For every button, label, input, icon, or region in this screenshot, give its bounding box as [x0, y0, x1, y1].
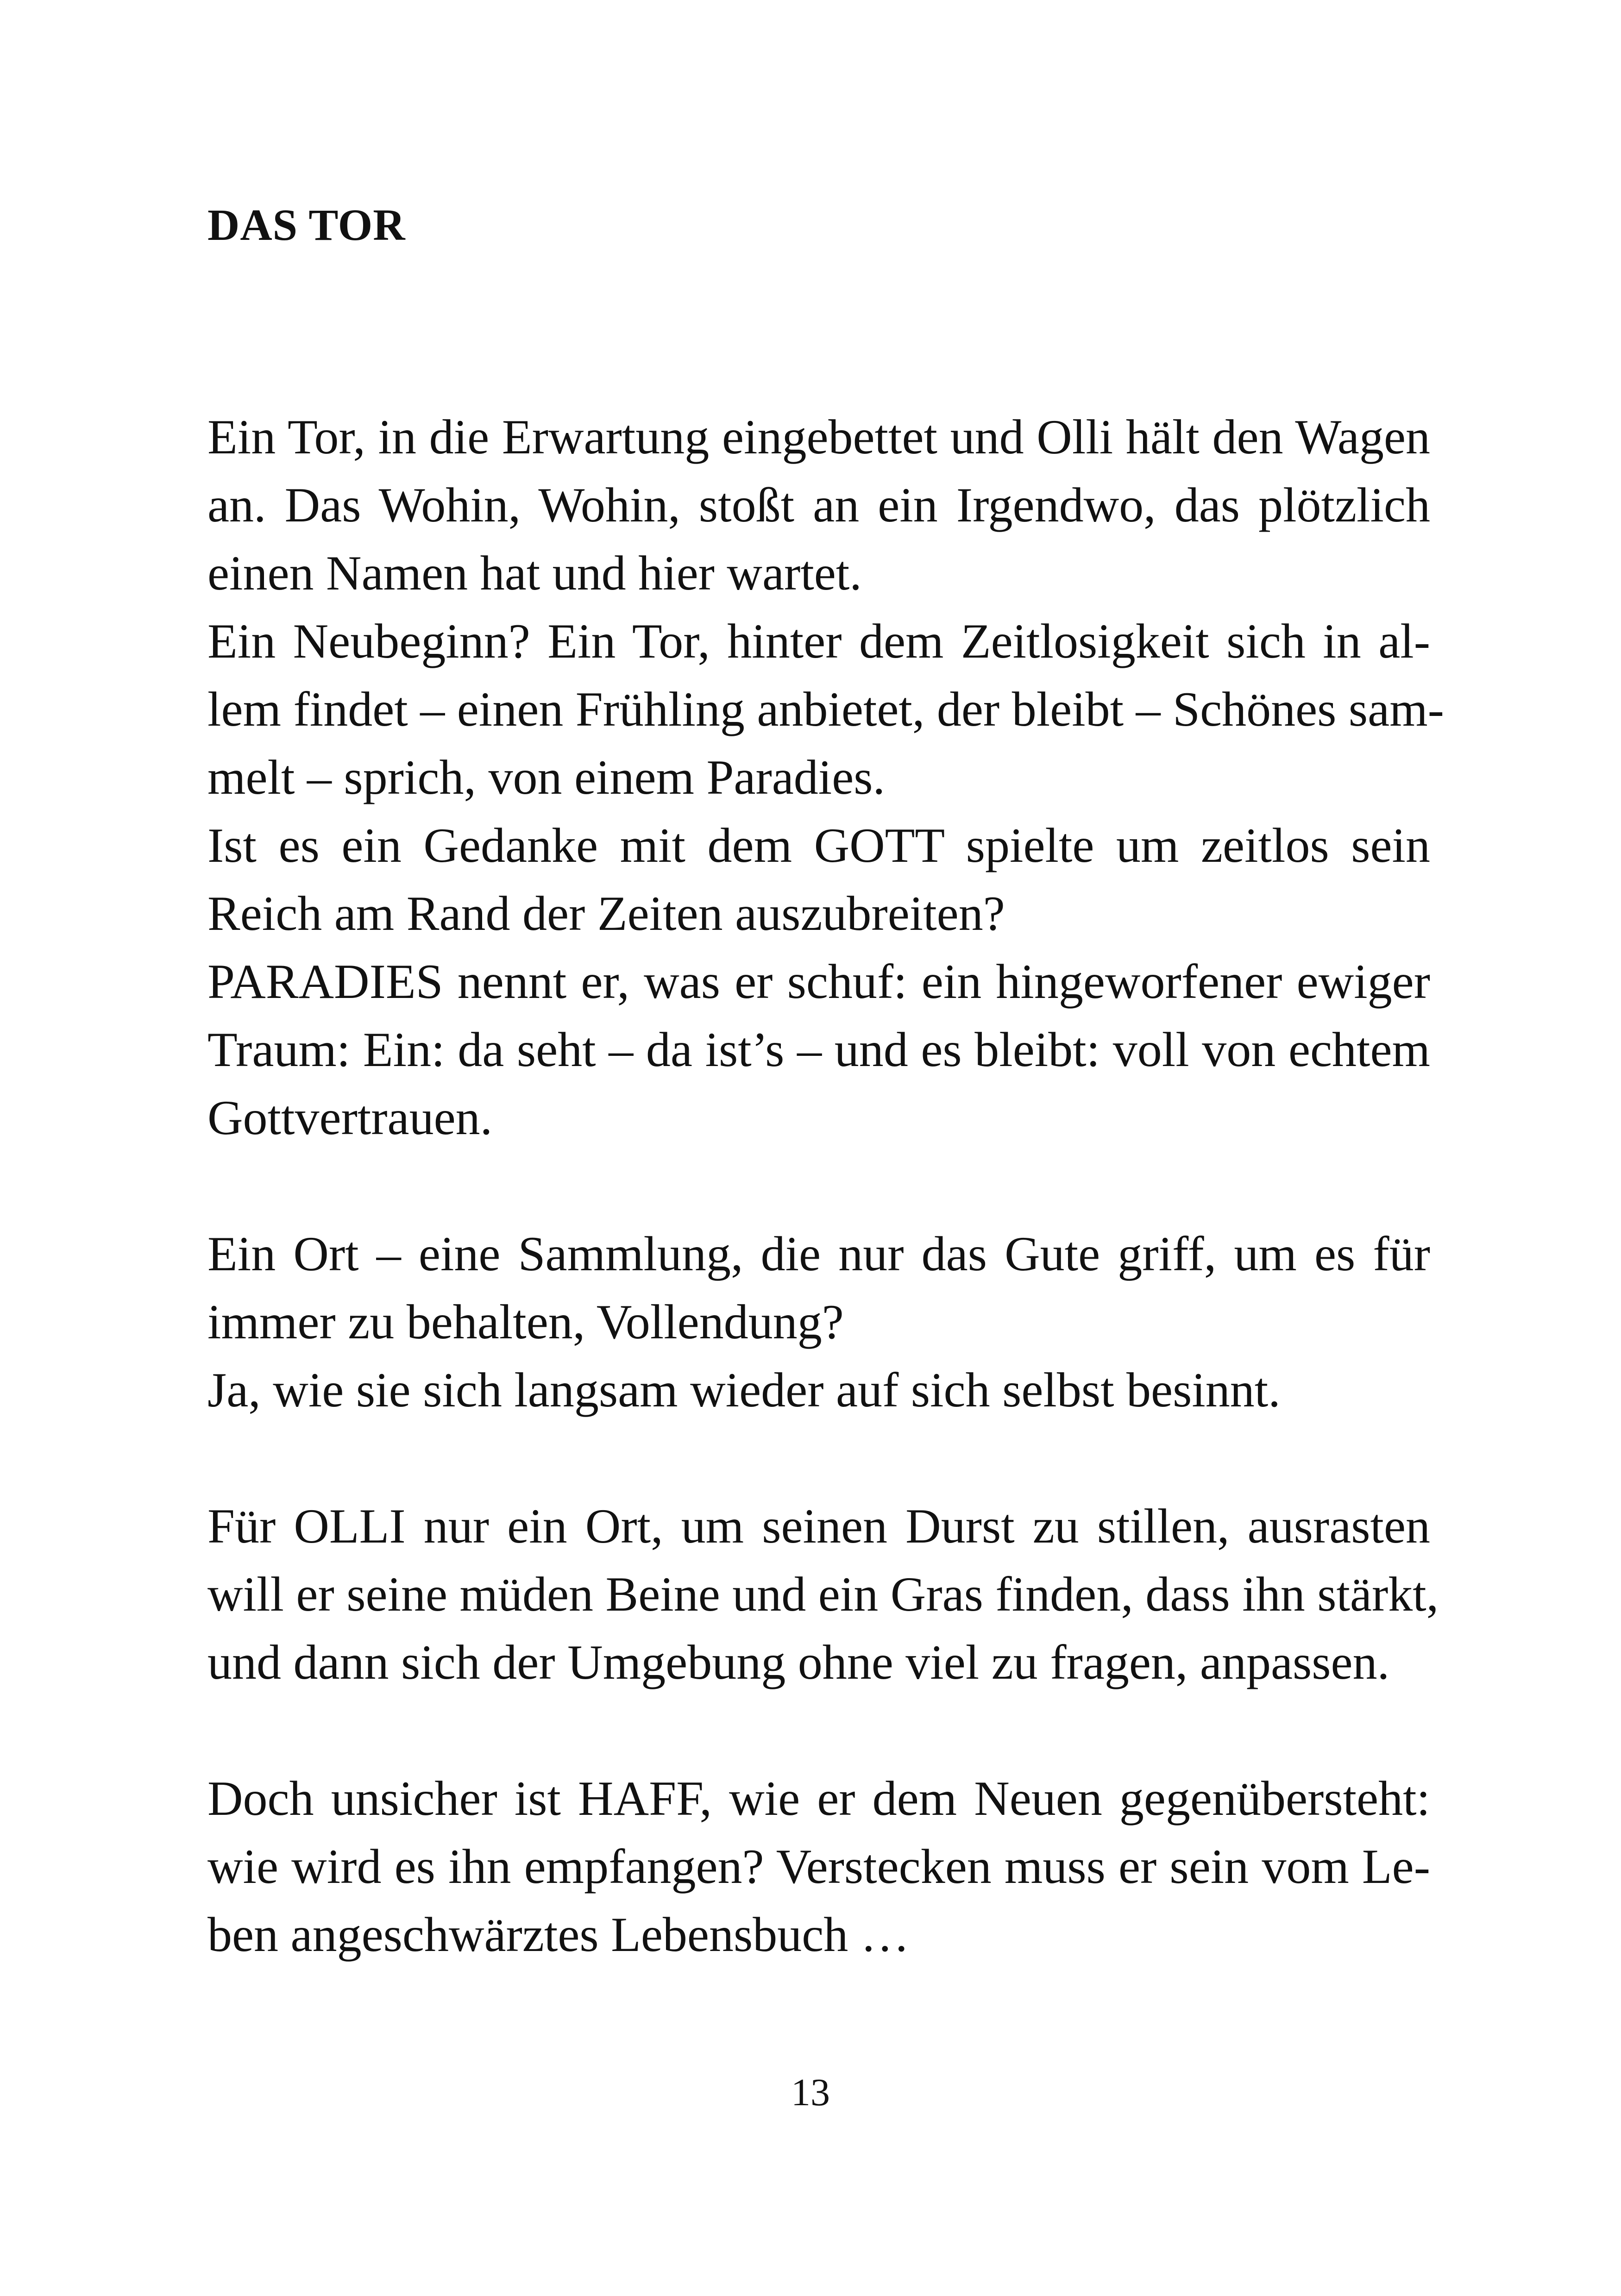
text-line: Doch unsicher ist HAFF, wie er dem Neuen gegenübersteht: [207, 1771, 1430, 1826]
paragraph-gap [207, 1696, 1430, 1764]
paragraph-gap [207, 1152, 1430, 1220]
text-line: Reich am Rand der Zeiten auszubreiten? [207, 886, 1005, 941]
text-line: Ein Tor, in die Erwartung eingebettet und Olli hält den Wagen [207, 410, 1430, 464]
text-line: will er seine müden Beine und ein Gras finden, dass ihn stärkt, [207, 1567, 1439, 1621]
paragraph [207, 1764, 1430, 1969]
paragraph-gap [207, 1424, 1430, 1492]
page-number: 13 [791, 2071, 830, 2114]
text-line: Ja, wie sie sich langsam wieder auf sich selbst besinnt. [207, 1363, 1281, 1417]
text-line: einen Namen hat und hier wartet. [207, 546, 862, 600]
paragraph [207, 1492, 1439, 1696]
text-line: Gottvertrauen. [207, 1091, 493, 1145]
body-text [207, 403, 1444, 1969]
text-line: PARADIES nennt er, was er schuf: ein hingeworfener ewiger [207, 954, 1430, 1009]
text-line: ben angeschwärztes Lebensbuch … [207, 1907, 910, 1962]
text-line: und dann sich der Umgebung ohne viel zu fragen, anpassen. [207, 1635, 1390, 1689]
text-line: an. Das Wohin, Wohin, stoßt an ein Irgendwo, das plötzlich [207, 478, 1430, 532]
paragraph [207, 403, 1444, 1152]
text-line: Ein Neubeginn? Ein Tor, hinter dem Zeitlosigkeit sich in al- [207, 614, 1430, 668]
text-line: Für OLLI nur ein Ort, um seinen Durst zu stillen, ausrasten [207, 1499, 1430, 1553]
text-line: Ein Ort – eine Sammlung, die nur das Gute griff, um es für [207, 1227, 1430, 1281]
text-line: wie wird es ihn empfangen? Verstecken muss er sein vom Le- [207, 1839, 1430, 1894]
text-line: melt – sprich, von einem Paradies. [207, 750, 886, 804]
paragraph [207, 1220, 1430, 1424]
text-line: Traum: Ein: da seht – da ist’s – und es bleibt: voll von echtem [207, 1023, 1430, 1077]
text-line: lem findet – einen Frühling anbietet, der bleibt – Schönes sam- [207, 682, 1444, 736]
chapter-title: DAS TOR [207, 200, 406, 250]
text-line: Ist es ein Gedanke mit dem GOTT spielte um zeitlos sein [207, 818, 1430, 872]
text-line: immer zu behalten, Vollendung? [207, 1295, 844, 1349]
